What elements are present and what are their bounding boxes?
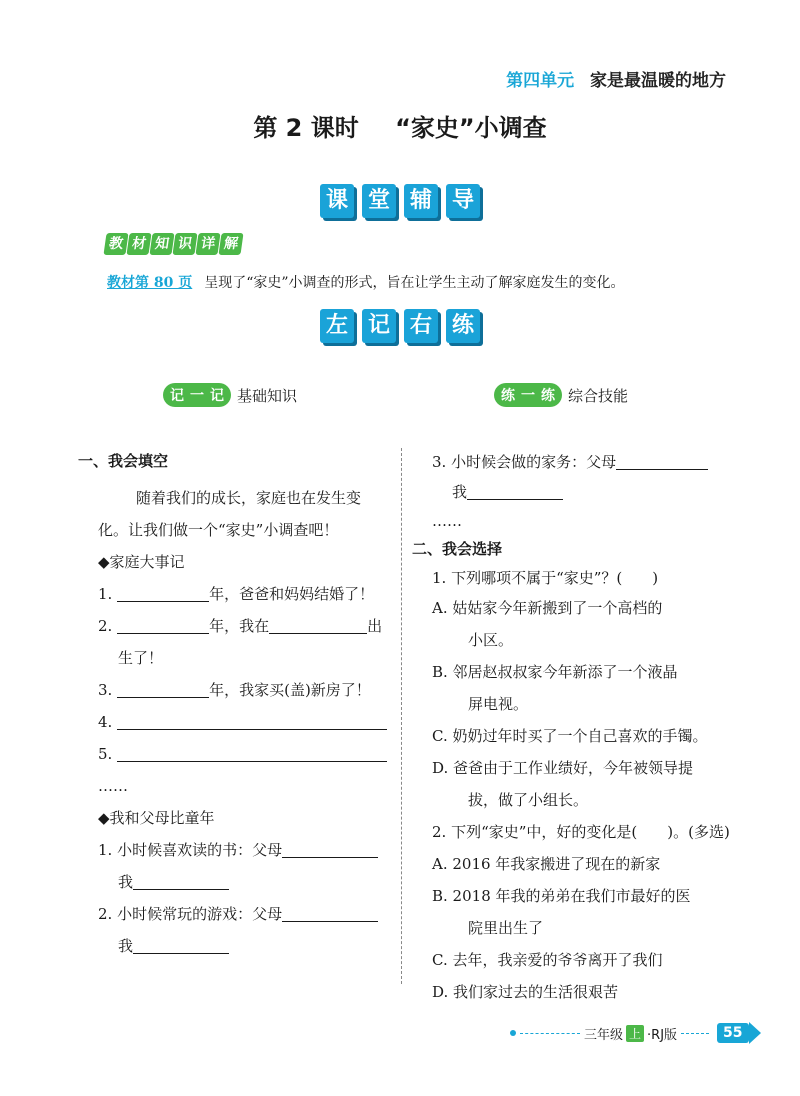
event-item [78, 610, 396, 642]
compare-item [78, 898, 396, 930]
textbook-page-ref: 教材第 80 页 [107, 275, 193, 291]
event-number: 1. [98, 585, 113, 603]
compare-me-label: 我 [452, 483, 468, 501]
fill-blank[interactable] [269, 614, 367, 634]
event-text: 年，我在 [209, 617, 270, 635]
compare-text: 2. 小时候常玩的游戏：父母 [98, 905, 283, 923]
fill-blank[interactable] [282, 838, 378, 858]
banner-classroom-guide [0, 184, 800, 218]
option: C. 奶奶过年时买了一个自己喜欢的手镯。 [432, 727, 708, 745]
event-item [78, 706, 396, 738]
compare-me-label: 我 [118, 937, 134, 955]
event-item [78, 674, 396, 706]
tag-pill [494, 383, 562, 407]
banner-tile: 练 [446, 309, 480, 343]
tag-label: 综合技能 [568, 386, 629, 405]
option: B. 邻居赵叔叔家今年新添了一个液晶 [432, 663, 678, 681]
event-item [78, 738, 396, 770]
tag-char: 识 [172, 233, 197, 255]
unit-header [506, 66, 726, 91]
footer-edition: ·RJ版 [647, 1027, 678, 1043]
footer-dash [681, 1033, 709, 1034]
pill-char: 练 [541, 388, 555, 404]
event-item [78, 578, 396, 610]
events-title: ◆家庭大事记 [98, 553, 185, 571]
textbook-note [107, 272, 625, 292]
option: D. 爸爸由于工作业绩好，今年被领导提 [432, 759, 694, 777]
fill-blank[interactable] [117, 710, 387, 730]
compare-me [412, 476, 730, 508]
option: A. 姑姑家今年新搬到了一个高档的 [432, 599, 663, 617]
footer-dash [520, 1033, 580, 1034]
lesson-number: 第 2 课时 [253, 114, 359, 142]
fill-blank[interactable] [117, 678, 209, 698]
section-title: 二、我会选择 [412, 540, 503, 558]
intro-line: 化。让我们做一个“家史”小调查吧！ [98, 521, 339, 539]
pill-char: 练 [501, 388, 515, 404]
intro-line: 随着我们的成长，家庭也在发生变 [136, 489, 362, 507]
ellipsis: …… [98, 777, 128, 795]
basic-knowledge-tag [163, 383, 297, 407]
event-number: 2. [98, 617, 113, 635]
compare-me-label: 我 [118, 873, 134, 891]
page-footer [510, 1022, 761, 1044]
banner-tile: 记 [362, 309, 396, 343]
banner-tile: 辅 [404, 184, 438, 218]
tag-char: 知 [149, 233, 174, 255]
banner-tile: 课 [320, 184, 354, 218]
event-number: 4. [98, 713, 113, 731]
lesson-title [0, 108, 800, 143]
event-number: 3. [98, 681, 113, 699]
footer-volume: 上 [626, 1025, 644, 1042]
compare-text: 3. 小时候会做的家务：父母 [432, 453, 617, 471]
fill-blank[interactable] [117, 614, 209, 634]
banner-tile: 堂 [362, 184, 396, 218]
fill-blank[interactable] [282, 902, 378, 922]
comprehensive-skills-tag [494, 383, 628, 407]
right-column [412, 450, 730, 1008]
event-text: 年，爸爸和妈妈结婚了！ [209, 585, 375, 603]
option-continuation: 院里出生了 [468, 919, 544, 937]
option-continuation: 小区。 [468, 631, 514, 649]
unit-number: 第四单元 [506, 71, 575, 91]
option: A. 2016 年我家搬进了现在的新家 [432, 855, 661, 873]
unit-name: 家是最温暖的地方 [590, 71, 726, 91]
pill-char: 记 [210, 388, 224, 404]
fill-blank[interactable] [616, 450, 708, 470]
tag-label: 基础知识 [237, 386, 298, 405]
pill-char: 一 [521, 388, 535, 404]
question: 1. 下列哪项不属于“家史”？( ) [432, 569, 659, 587]
page-arrow-icon [749, 1022, 761, 1044]
option: D. 我们家过去的生活很艰苦 [432, 983, 619, 1001]
option: B. 2018 年我的弟弟在我们市最好的医 [432, 887, 691, 905]
tag-char: 教 [103, 233, 128, 255]
tag-char: 解 [218, 233, 243, 255]
event-text: 出 [367, 617, 383, 635]
option-continuation: 屏电视。 [468, 695, 529, 713]
lesson-name: “家史”小调查 [395, 114, 547, 142]
event-text: 年，我家买(盖)新房了！ [209, 681, 371, 699]
event-continuation: 生了！ [118, 649, 164, 667]
fill-blank[interactable] [467, 480, 563, 500]
textbook-note-text: 呈现了“家史”小调查的形式，旨在让学生主动了解家庭发生的变化。 [204, 275, 625, 291]
compare-me [78, 866, 396, 898]
compare-title: ◆我和父母比童年 [98, 809, 215, 827]
pill-char: 记 [170, 388, 184, 404]
fill-blank[interactable] [117, 742, 387, 762]
option-continuation: 拔，做了小组长。 [468, 791, 589, 809]
fill-blank[interactable] [133, 934, 229, 954]
question: 2. 下列“家史”中，好的变化是( )。(多选) [432, 823, 730, 841]
banner-practice [0, 309, 800, 343]
pill-char: 一 [190, 388, 204, 404]
footer-dot [510, 1030, 516, 1036]
compare-text: 1. 小时候喜欢读的书：父母 [98, 841, 283, 859]
footer-grade: 三年级 [584, 1027, 624, 1043]
fill-blank[interactable] [133, 870, 229, 890]
option: C. 去年，我亲爱的爷爷离开了我们 [432, 951, 663, 969]
fill-blank[interactable] [117, 582, 209, 602]
event-number: 5. [98, 745, 113, 763]
compare-item [412, 450, 730, 476]
knowledge-tag [105, 233, 242, 255]
tag-char: 详 [195, 233, 220, 255]
section-title: 一、我会填空 [78, 452, 169, 470]
ellipsis: …… [432, 512, 462, 530]
compare-me [78, 930, 396, 962]
banner-tile: 右 [404, 309, 438, 343]
banner-tile: 左 [320, 309, 354, 343]
tag-char: 材 [126, 233, 151, 255]
column-divider [401, 448, 402, 984]
banner-tile: 导 [446, 184, 480, 218]
tag-pill [163, 383, 231, 407]
left-column [78, 450, 396, 962]
page-number: 55 [717, 1023, 748, 1043]
compare-item [78, 834, 396, 866]
